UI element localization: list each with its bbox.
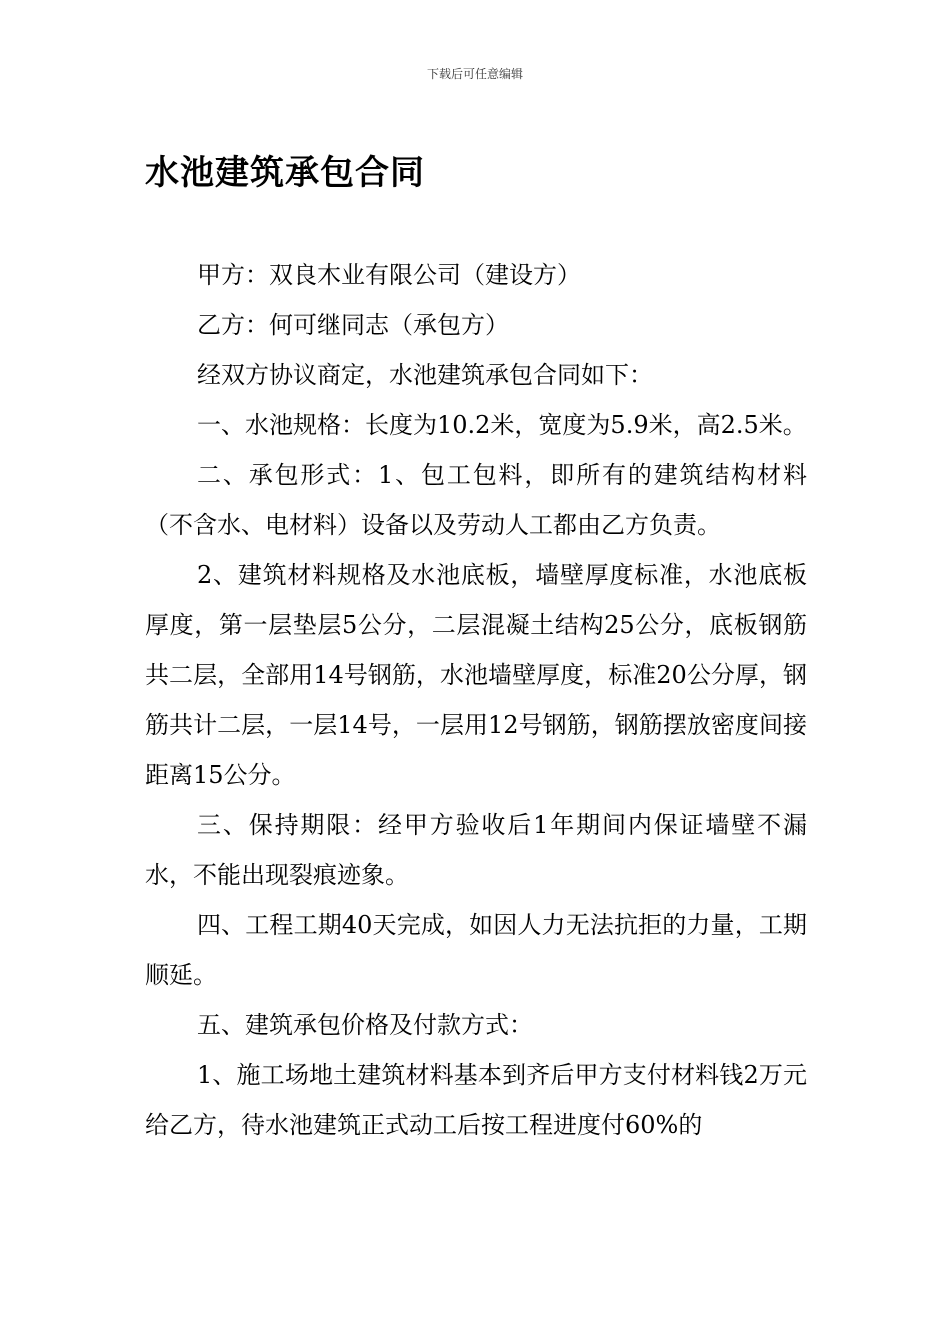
clause-4-schedule: 四、工程工期40天完成，如因人力无法抗拒的力量，工期顺延。 <box>145 911 807 989</box>
party-b-line: 乙方：何可继同志（承包方） <box>197 311 509 339</box>
clause-5-payment-item-1: 1、施工场地土建筑材料基本到齐后甲方支付材料钱2万元给乙方，待水池建筑正式动工后按工程进度付60%的 <box>145 1061 807 1139</box>
clause-3-warranty: 三、保持期限：经甲方验收后1年期间内保证墙壁不漏水，不能出现裂痕迹象。 <box>145 811 807 889</box>
clause-1-specification: 一、水池规格：长度为10.2米，宽度为5.9米，高2.5米。 <box>197 411 807 439</box>
document-title: 水池建筑承包合同 <box>145 153 425 193</box>
page-header-note: 下载后可任意编辑 <box>426 67 523 81</box>
party-a-line: 甲方：双良木业有限公司（建设方） <box>197 261 581 289</box>
clause-2-contract-form: 二、承包形式：1、包工包料，即所有的建筑结构材料（不含水、电材料）设备以及劳动人工都由乙方负责。 <box>145 461 807 539</box>
document-body <box>145 250 807 1150</box>
clause-2-material-standards: 2、建筑材料规格及水池底板，墙壁厚度标准，水池底板厚度，第一层垫层5公分，二层混凝土结构25公分，底板钢筋共二层，全部用14号钢筋，水池墙壁厚度，标准20公分厚，钢筋共计二层，一层14号，一层用12号钢筋，钢筋摆放密度间接距离15公分。 <box>145 561 807 789</box>
agreement-intro: 经双方协议商定，水池建筑承包合同如下： <box>197 361 653 389</box>
clause-5-payment-heading: 五、建筑承包价格及付款方式： <box>197 1011 533 1039</box>
